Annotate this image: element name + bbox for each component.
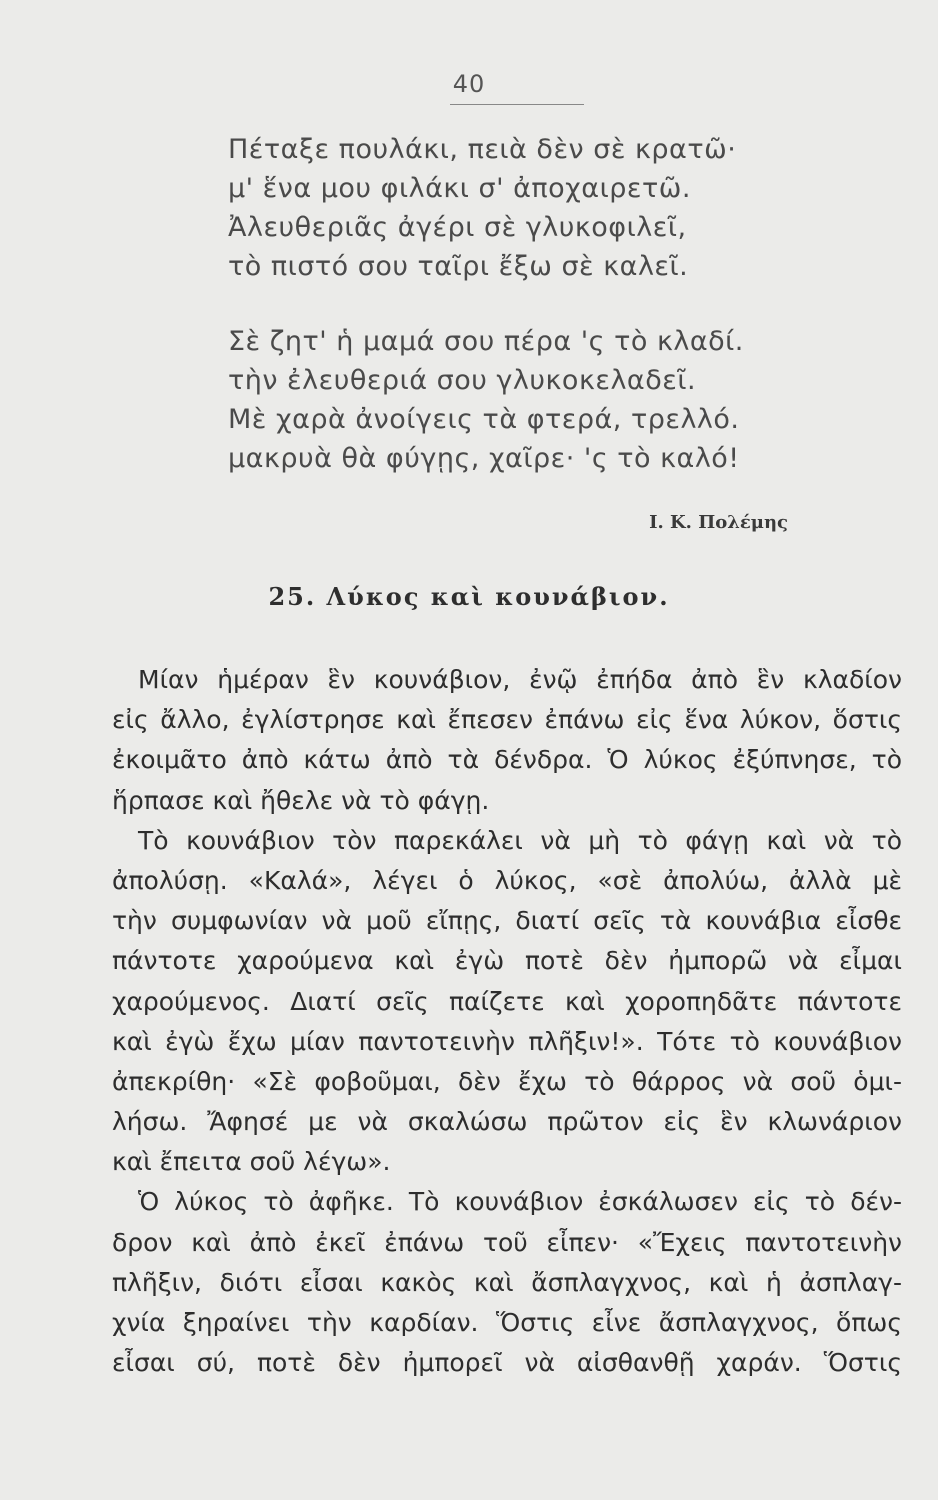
story-line: Τὸ κουνάβιον τὸν παρεκάλει νὰ μὴ τὸ φάγῃ καὶ νὰ τὸ	[138, 825, 902, 855]
story-line: καὶ ἔπειτα σοῦ λέγω».	[112, 1147, 391, 1177]
poem-line: μ' ἕνα μου φιλάκι σ' ἀποχαιρετῶ.	[228, 173, 691, 204]
poem-stanza-1	[228, 130, 848, 286]
story-text	[112, 660, 902, 1383]
story-line: ἥρπασε καὶ ἤθελε νὰ τὸ φάγῃ.	[112, 785, 490, 815]
poem-line: μακρυὰ θὰ φύγῃς, χαῖρε· 'ς τὸ καλό!	[228, 443, 740, 474]
story-line: πάντοτε χαρούμενα καὶ ἐγὼ ποτὲ δὲν ἠμπορῶ νὰ εἶμαι	[112, 946, 902, 976]
story-line: Μίαν ἡμέραν ἓν κουνάβιον, ἐνῷ ἐπήδα ἀπὸ ἓν κλαδίον	[138, 665, 902, 694]
poem-line: Ἀλευθεριᾶς ἀγέρι σὲ γλυκοφιλεῖ,	[228, 212, 687, 243]
poem-line: Μὲ χαρὰ ἀνοίγεις τὰ φτερά, τρελλό.	[228, 404, 740, 435]
story-line: χαρούμενος. Διατί σεῖς παίζετε καὶ χοροπηδᾶτε πάντοτε	[112, 986, 902, 1016]
story-line: ἀπολύσῃ. «Καλά», λέγει ὁ λύκος, «σὲ ἀπολύω, ἀλλὰ μὲ	[112, 865, 902, 895]
poem	[228, 130, 848, 514]
poem-stanza-2	[228, 322, 848, 478]
story-line: εἰς ἄλλο, ἐγλίστρησε καὶ ἔπεσεν ἐπάνω εἰς ἕνα λύκον, ὅστις	[112, 705, 902, 735]
poem-line: τὴν ἐλευθεριά σου γλυκοκελαδεῖ.	[228, 365, 697, 396]
story-line: χνία ξηραίνει τὴν καρδίαν. Ὅστις εἶνε ἄσπλαγχνος, ὅπως	[112, 1308, 902, 1337]
story-line: εἶσαι σύ, ποτὲ δὲν ἠμπορεῖ νὰ αἰσθανθῇ χαράν. Ὅστις	[112, 1348, 902, 1378]
story-line: ἐκοιμᾶτο ἀπὸ κάτω ἀπὸ τὰ δένδρα. Ὁ λύκος ἐξύπνησε, τὸ	[112, 745, 902, 775]
story-line: δρον καὶ ἀπὸ ἐκεῖ ἐπάνω τοῦ εἶπεν· «Ἔχεις παντοτεινὴν	[112, 1227, 902, 1257]
poem-line: τὸ πιστό σου ταῖρι ἔξω σὲ καλεῖ.	[228, 251, 689, 282]
poem-line: Πέταξε πουλάκι, πειὰ δὲν σὲ κρατῶ·	[228, 134, 737, 165]
story-line: Ὁ λύκος τὸ ἀφῆκε. Τὸ κουνάβιον ἐσκάλωσεν εἰς τὸ δέν-	[138, 1187, 902, 1217]
story-title: 25. Λύκος καὶ κουνάβιον.	[268, 582, 670, 611]
story-line: τὴν συμφωνίαν νὰ μοῦ εἴπῃς, διατί σεῖς τὰ κουνάβια εἶσθε	[112, 906, 902, 936]
story-line: πλῆξιν, διότι εἶσαι κακὸς καὶ ἄσπλαγχνος, καὶ ἡ ἀσπλαγ-	[112, 1267, 902, 1297]
poem-attribution: Ι. Κ. Πολέμης	[649, 512, 788, 533]
story-line: λήσω. Ἄφησέ με νὰ σκαλώσω πρῶτον εἰς ἓν κλωνάριον	[112, 1107, 902, 1137]
poem-line: Σὲ ζητ' ἡ μαμά σου πέρα 'ς τὸ κλαδί.	[228, 326, 744, 357]
page-number: 40	[452, 70, 486, 98]
story-line: καὶ ἐγὼ ἔχω μίαν παντοτεινὴν πλῆξιν!». Τότε τὸ κουνάβιον	[112, 1026, 902, 1056]
page-number-rule	[450, 104, 584, 105]
story-line: ἀπεκρίθη· «Σὲ φοβοῦμαι, δὲν ἔχω τὸ θάρρος νὰ σοῦ ὁμι-	[112, 1066, 902, 1096]
